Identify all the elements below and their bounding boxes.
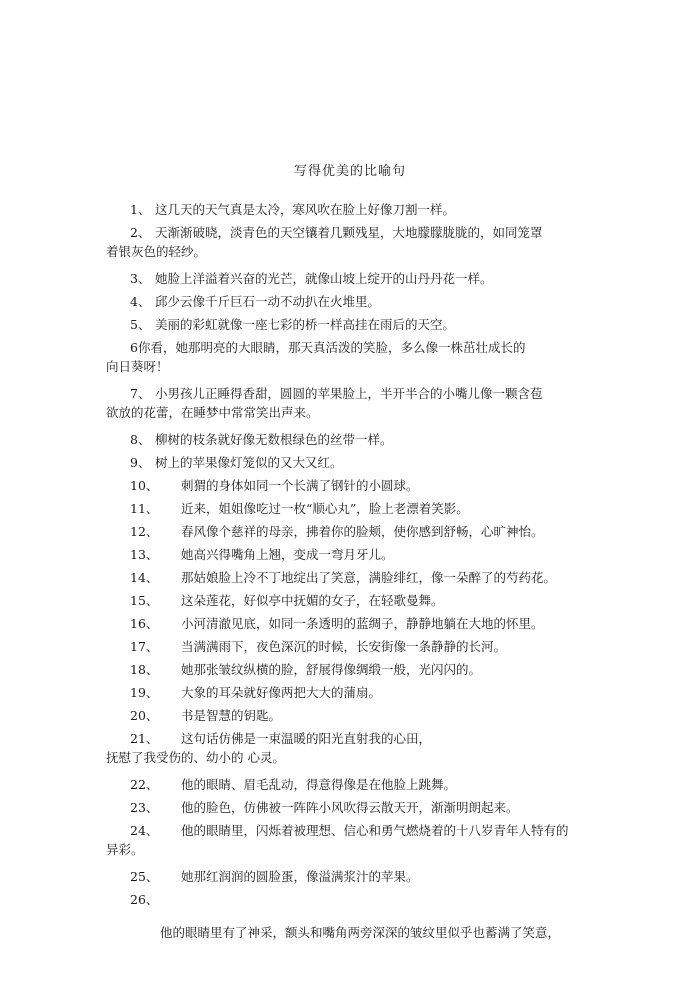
item-text: 她脸上洋溢着兴奋的光芒，就像山坡上绽开的山丹丹花一样。 bbox=[155, 271, 493, 286]
item-text: 柳树的枝条就好像无数根绿色的丝带一样。 bbox=[155, 432, 393, 447]
item-number: 6 bbox=[130, 340, 138, 355]
item-text-continued: 欲放的花蕾，在睡梦中常常笑出声来。 bbox=[106, 405, 319, 420]
item-text: 小男孩儿正睡得香甜，圆圆的苹果脸上，半开半合的小嘴儿像一颗含苞 bbox=[155, 386, 543, 401]
item-text: 小河清澈见底，如同一条透明的蓝绸子，静静地躺在大地的怀里。 bbox=[181, 616, 544, 631]
item-number: 18、 bbox=[130, 662, 159, 677]
item-number: 7、 bbox=[130, 386, 151, 401]
item-number: 23、 bbox=[130, 800, 159, 815]
trailing-line: 他的眼睛里有了神采，额头和嘴角两旁深深的皱纹里似乎也蓄满了笑意， bbox=[160, 925, 561, 940]
item-text: 树上的苹果像灯笼似的又大又红。 bbox=[155, 455, 343, 470]
item-number: 21、 bbox=[130, 731, 159, 746]
item-number: 20、 bbox=[130, 708, 159, 723]
item-number: 19、 bbox=[130, 685, 159, 700]
item-text: 天渐渐破晓，淡青色的天空镶着几颗残星，大地朦朦胧胧的，如同笼罩 bbox=[155, 225, 543, 240]
item-number: 4、 bbox=[130, 294, 151, 309]
item-number: 11、 bbox=[130, 501, 159, 516]
item-text: 他的脸色，仿佛被一阵阵小风吹得云散天开，渐渐明朗起来。 bbox=[181, 800, 519, 815]
item-text-continued: 着银灰色的轻纱。 bbox=[106, 244, 207, 259]
item-text: 当满满雨下，夜色深沉的时候，长安街像一条静静的长河。 bbox=[181, 639, 507, 654]
item-text: 他的眼睛、眉毛乱动，得意得像是在他脸上跳舞。 bbox=[181, 777, 457, 792]
item-number: 5、 bbox=[130, 317, 151, 332]
item-text: 他的眼睛里，闪烁着被理想、信心和勇气燃烧着的十八岁青年人特有的 bbox=[181, 823, 569, 838]
item-text-continued: 抚慰了我受伤的、幼小的 心灵。 bbox=[106, 750, 285, 765]
item-text: 你看，她那明亮的大眼睛，那天真活泼的笑脸，多么像一株茁壮成长的 bbox=[138, 340, 526, 355]
item-number: 24、 bbox=[130, 823, 159, 838]
item-text: 美丽的彩虹就像一座七彩的桥一样高挂在雨后的天空。 bbox=[155, 317, 456, 332]
item-number: 2、 bbox=[130, 225, 151, 240]
item-number: 9、 bbox=[130, 455, 151, 470]
item-text: 春风像个慈祥的母亲，拂着你的脸颊，使你感到舒畅，心旷神怡。 bbox=[181, 524, 544, 539]
document-title: 写得优美的比喻句 bbox=[293, 164, 406, 179]
item-text: 她那红润润的圆脸蛋，像溢满浆汁的苹果。 bbox=[181, 869, 419, 884]
item-number: 25、 bbox=[130, 869, 159, 884]
item-text-continued: 异彩。 bbox=[106, 842, 144, 857]
item-text: 这句话仿佛是一束温暖的阳光直射我的心田， bbox=[181, 731, 432, 746]
item-text: 书是智慧的钥匙。 bbox=[181, 708, 282, 723]
item-number: 10、 bbox=[130, 478, 159, 493]
item-number: 14、 bbox=[130, 570, 159, 585]
item-number: 12、 bbox=[130, 524, 159, 539]
item-number: 16、 bbox=[130, 616, 159, 631]
item-number: 15、 bbox=[130, 593, 159, 608]
item-number: 26、 bbox=[130, 892, 159, 907]
item-text: 她高兴得嘴角上翘，变成一弯月牙儿。 bbox=[181, 547, 394, 562]
item-text: 近来，姐姐像吃过一枚“顺心丸”，脸上老漂着笑影。 bbox=[181, 501, 469, 516]
item-number: 3、 bbox=[130, 271, 151, 286]
item-text: 她那张皱纹纵横的脸，舒展得像绸缎一般，光闪闪的。 bbox=[181, 662, 482, 677]
item-text: 这几天的天气真是太冷，寒风吹在脸上好像刀割一样。 bbox=[155, 202, 456, 217]
item-text: 邱少云像千斤巨石一动不动扒在火堆里。 bbox=[155, 294, 381, 309]
item-text: 大象的耳朵就好像两把大大的蒲扇。 bbox=[181, 685, 382, 700]
item-text: 那姑娘脸上冷不丁地绽出了笑意，满脸绯红，像一朵醉了的芍药花。 bbox=[181, 570, 557, 585]
item-number: 13、 bbox=[130, 547, 159, 562]
item-number: 1、 bbox=[130, 202, 151, 217]
item-text: 这朵莲花，好似亭中抚媚的女子，在轻歌曼舞。 bbox=[181, 593, 444, 608]
item-text: 刺猬的身体如同一个长满了钢针的小圆球。 bbox=[181, 478, 419, 493]
item-number: 8、 bbox=[130, 432, 151, 447]
item-number: 22、 bbox=[130, 777, 159, 792]
item-text-continued: 向日葵呀！ bbox=[106, 359, 169, 374]
item-number: 17、 bbox=[130, 639, 159, 654]
